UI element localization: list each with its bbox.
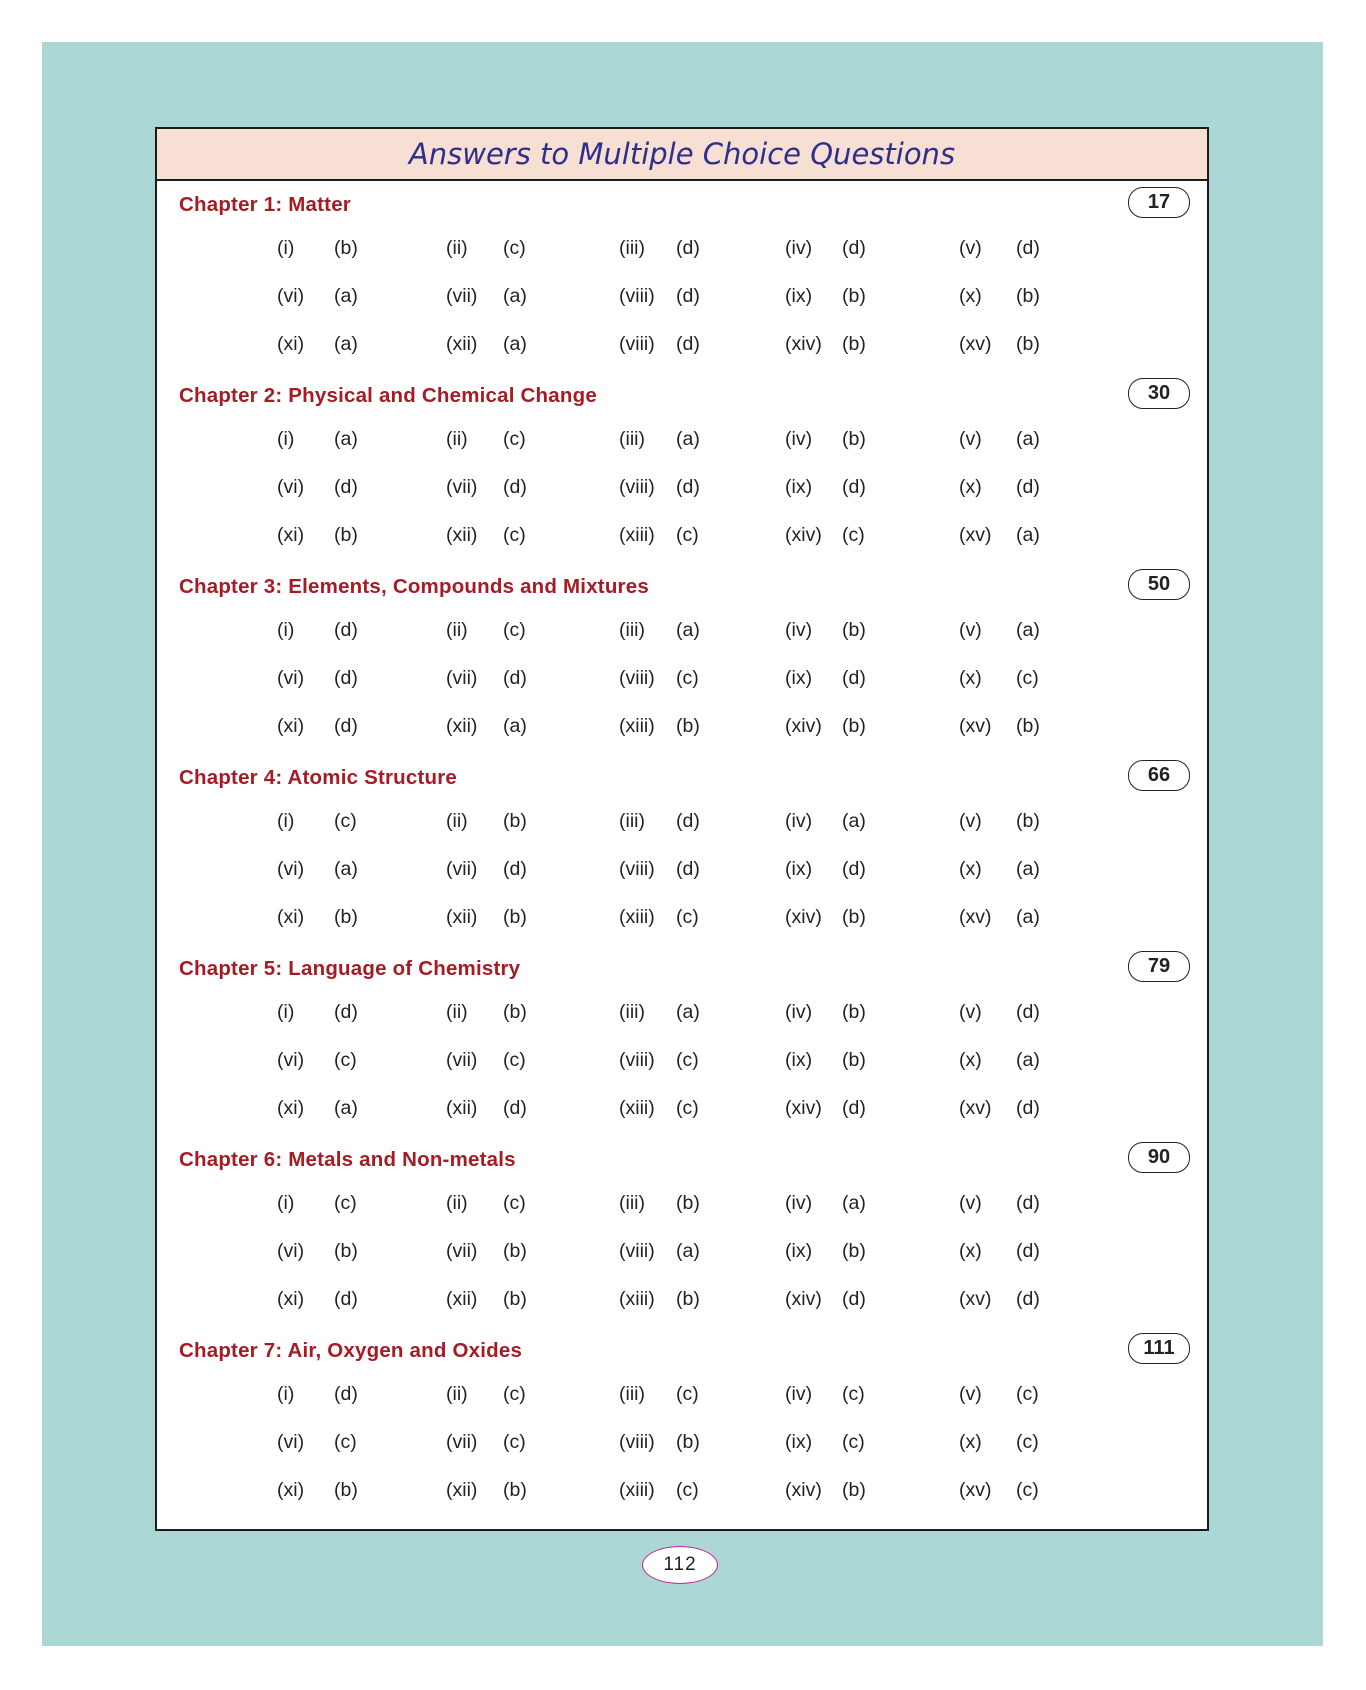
- answer-option: (c): [334, 1192, 357, 1214]
- answer-option: (a): [842, 1192, 866, 1214]
- question-number: (x): [959, 858, 982, 880]
- answer-option: (a): [1016, 858, 1040, 880]
- question-number: (xii): [446, 333, 478, 355]
- question-number: (vii): [446, 667, 478, 689]
- answer-option: (a): [334, 333, 358, 355]
- question-number: (viii): [619, 667, 655, 689]
- chapter-page-badge: 90: [1128, 1142, 1190, 1173]
- answer-option: (d): [676, 333, 700, 355]
- question-number: (xv): [959, 1288, 992, 1310]
- question-number: (xi): [277, 1288, 305, 1310]
- question-number: (xii): [446, 715, 478, 737]
- answer-option: (d): [334, 476, 358, 498]
- answer-row: [157, 1049, 1207, 1079]
- question-number: (ix): [785, 285, 813, 307]
- answer-row: [157, 333, 1207, 363]
- chapter-page-badge: 17: [1128, 187, 1190, 218]
- answer-option: (b): [842, 1240, 866, 1262]
- question-number: (ii): [446, 1001, 468, 1023]
- question-number: (xi): [277, 715, 305, 737]
- question-number: (xv): [959, 333, 992, 355]
- answer-row: [157, 1431, 1207, 1461]
- chapter-section: [157, 1327, 1207, 1518]
- answer-option: (c): [842, 1383, 865, 1405]
- question-number: (xiii): [619, 1479, 655, 1501]
- question-number: (iv): [785, 619, 813, 641]
- answer-option: (d): [676, 237, 700, 259]
- answer-option: (c): [1016, 667, 1039, 689]
- answer-option: (c): [1016, 1431, 1039, 1453]
- chapter-section: [157, 754, 1207, 945]
- chapter-page-badge: 66: [1128, 760, 1190, 791]
- answer-option: (b): [503, 1240, 527, 1262]
- answer-option: (a): [1016, 1049, 1040, 1071]
- question-number: (iii): [619, 1383, 645, 1405]
- question-number: (xiv): [785, 715, 822, 737]
- chapter-page-badge: 50: [1128, 569, 1190, 600]
- question-number: (xv): [959, 715, 992, 737]
- answer-option: (a): [676, 428, 700, 450]
- answer-option: (d): [676, 858, 700, 880]
- question-number: (vi): [277, 1431, 305, 1453]
- answer-option: (a): [334, 428, 358, 450]
- answer-row: [157, 667, 1207, 697]
- question-number: (xi): [277, 906, 305, 928]
- question-number: (x): [959, 1049, 982, 1071]
- answer-option: (c): [1016, 1383, 1039, 1405]
- answer-option: (b): [1016, 715, 1040, 737]
- answer-option: (d): [334, 715, 358, 737]
- question-number: (i): [277, 237, 295, 259]
- chapter-list: [157, 181, 1207, 1518]
- answer-option: (d): [503, 858, 527, 880]
- answer-row: [157, 810, 1207, 840]
- question-number: (ix): [785, 1240, 813, 1262]
- question-number: (xiv): [785, 1097, 822, 1119]
- answer-option: (c): [676, 524, 699, 546]
- answer-option: (b): [334, 1240, 358, 1262]
- chapter-page-badge: 111: [1128, 1333, 1190, 1364]
- answer-option: (d): [842, 858, 866, 880]
- answer-option: (b): [842, 333, 866, 355]
- question-number: (xii): [446, 906, 478, 928]
- answer-option: (b): [842, 428, 866, 450]
- answer-row: [157, 476, 1207, 506]
- chapter-section: [157, 372, 1207, 563]
- chapter-section: [157, 563, 1207, 754]
- answer-panel: [155, 127, 1209, 1531]
- question-number: (ix): [785, 1431, 813, 1453]
- question-number: (xi): [277, 1097, 305, 1119]
- answer-option: (b): [503, 1288, 527, 1310]
- answer-option: (a): [676, 1240, 700, 1262]
- answer-row: [157, 524, 1207, 554]
- question-number: (i): [277, 428, 295, 450]
- question-number: (v): [959, 619, 982, 641]
- answer-option: (c): [503, 524, 526, 546]
- answer-option: (d): [1016, 1288, 1040, 1310]
- answer-option: (b): [1016, 333, 1040, 355]
- question-number: (xiv): [785, 333, 822, 355]
- answer-option: (d): [842, 476, 866, 498]
- question-number: (x): [959, 285, 982, 307]
- question-number: (xii): [446, 1097, 478, 1119]
- answer-option: (b): [334, 1479, 358, 1501]
- chapter-page-badge: 30: [1128, 378, 1190, 409]
- question-number: (ii): [446, 1383, 468, 1405]
- answer-option: (c): [842, 524, 865, 546]
- chapter-section: [157, 945, 1207, 1136]
- chapter-title: Chapter 3: Elements, Compounds and Mixtures: [179, 575, 649, 598]
- question-number: (vii): [446, 858, 478, 880]
- answer-row: [157, 1288, 1207, 1318]
- question-number: (x): [959, 476, 982, 498]
- chapter-title: Chapter 2: Physical and Chemical Change: [179, 384, 597, 407]
- answer-option: (b): [334, 524, 358, 546]
- question-number: (i): [277, 1383, 295, 1405]
- question-number: (x): [959, 1240, 982, 1262]
- chapter-title: Chapter 5: Language of Chemistry: [179, 957, 521, 980]
- answer-option: (b): [842, 619, 866, 641]
- question-number: (xiii): [619, 1097, 655, 1119]
- answer-option: (b): [503, 810, 527, 832]
- answer-option: (d): [503, 476, 527, 498]
- question-number: (iii): [619, 810, 645, 832]
- question-number: (ix): [785, 1049, 813, 1071]
- question-number: (xi): [277, 524, 305, 546]
- question-number: (iii): [619, 428, 645, 450]
- question-number: (iii): [619, 237, 645, 259]
- answer-option: (a): [334, 285, 358, 307]
- answer-option: (c): [503, 1431, 526, 1453]
- question-number: (xiv): [785, 906, 822, 928]
- question-number: (vi): [277, 285, 305, 307]
- chapter-title: Chapter 4: Atomic Structure: [179, 766, 458, 789]
- question-number: (v): [959, 810, 982, 832]
- question-number: (viii): [619, 1049, 655, 1071]
- question-number: (vi): [277, 476, 305, 498]
- answer-option: (b): [334, 906, 358, 928]
- answer-row: [157, 1479, 1207, 1509]
- answer-option: (c): [503, 619, 526, 641]
- question-number: (xiii): [619, 524, 655, 546]
- question-number: (viii): [619, 476, 655, 498]
- answer-option: (b): [842, 1479, 866, 1501]
- question-number: (ii): [446, 810, 468, 832]
- answer-option: (c): [676, 667, 699, 689]
- answer-option: (d): [1016, 1240, 1040, 1262]
- question-number: (viii): [619, 333, 655, 355]
- answer-option: (a): [676, 619, 700, 641]
- answer-option: (d): [842, 1288, 866, 1310]
- question-number: (vi): [277, 1240, 305, 1262]
- question-number: (v): [959, 1192, 982, 1214]
- answer-option: (a): [503, 285, 527, 307]
- answer-row: [157, 1192, 1207, 1222]
- question-number: (xiv): [785, 524, 822, 546]
- answer-option: (b): [676, 715, 700, 737]
- answer-row: [157, 285, 1207, 315]
- question-number: (viii): [619, 858, 655, 880]
- chapter-title: Chapter 7: Air, Oxygen and Oxides: [179, 1339, 523, 1362]
- question-number: (ii): [446, 237, 468, 259]
- answer-option: (d): [1016, 1192, 1040, 1214]
- answer-option: (c): [334, 1431, 357, 1453]
- question-number: (vii): [446, 1240, 478, 1262]
- answer-row: [157, 906, 1207, 936]
- answer-option: (d): [503, 667, 527, 689]
- question-number: (vii): [446, 476, 478, 498]
- answer-option: (d): [842, 1097, 866, 1119]
- question-number: (iii): [619, 1001, 645, 1023]
- answer-option: (c): [503, 1383, 526, 1405]
- chapter-section: [157, 1136, 1207, 1327]
- answer-option: (a): [1016, 524, 1040, 546]
- answer-option: (a): [676, 1001, 700, 1023]
- answer-option: (d): [842, 237, 866, 259]
- answer-option: (a): [842, 810, 866, 832]
- answer-option: (a): [1016, 428, 1040, 450]
- question-number: (v): [959, 1001, 982, 1023]
- answer-option: (b): [842, 285, 866, 307]
- answer-option: (c): [503, 1192, 526, 1214]
- question-number: (iv): [785, 1383, 813, 1405]
- question-number: (iii): [619, 619, 645, 641]
- question-number: (i): [277, 1001, 295, 1023]
- answer-option: (d): [334, 1383, 358, 1405]
- answer-option: (d): [334, 667, 358, 689]
- answer-option: (c): [503, 1049, 526, 1071]
- question-number: (iv): [785, 237, 813, 259]
- question-number: (vii): [446, 1049, 478, 1071]
- question-number: (xiii): [619, 715, 655, 737]
- question-number: (ii): [446, 1192, 468, 1214]
- question-number: (vi): [277, 1049, 305, 1071]
- question-number: (ii): [446, 619, 468, 641]
- question-number: (xii): [446, 1479, 478, 1501]
- answer-option: (b): [842, 1001, 866, 1023]
- answer-option: (b): [1016, 285, 1040, 307]
- question-number: (x): [959, 1431, 982, 1453]
- answer-row: [157, 715, 1207, 745]
- chapter-page-badge: 79: [1128, 951, 1190, 982]
- answer-option: (c): [676, 1097, 699, 1119]
- question-number: (xiv): [785, 1288, 822, 1310]
- answer-option: (d): [676, 476, 700, 498]
- question-number: (viii): [619, 1240, 655, 1262]
- question-number: (v): [959, 428, 982, 450]
- question-number: (xi): [277, 333, 305, 355]
- answer-option: (c): [1016, 1479, 1039, 1501]
- question-number: (xiii): [619, 906, 655, 928]
- answer-option: (b): [503, 906, 527, 928]
- answer-option: (c): [503, 428, 526, 450]
- question-number: (iv): [785, 810, 813, 832]
- question-number: (xv): [959, 1479, 992, 1501]
- answer-row: [157, 619, 1207, 649]
- answer-row: [157, 1097, 1207, 1127]
- answer-option: (b): [334, 237, 358, 259]
- answer-option: (b): [1016, 810, 1040, 832]
- answer-option: (a): [1016, 619, 1040, 641]
- answer-option: (d): [676, 285, 700, 307]
- question-number: (ix): [785, 476, 813, 498]
- question-number: (v): [959, 237, 982, 259]
- answer-option: (b): [842, 906, 866, 928]
- question-number: (xiv): [785, 1479, 822, 1501]
- answer-option: (d): [676, 810, 700, 832]
- answer-row: [157, 1001, 1207, 1031]
- answer-option: (a): [503, 333, 527, 355]
- question-number: (xi): [277, 1479, 305, 1501]
- answer-option: (d): [334, 1001, 358, 1023]
- answer-option: (c): [676, 1049, 699, 1071]
- answer-row: [157, 237, 1207, 267]
- answer-option: (b): [503, 1479, 527, 1501]
- answer-option: (b): [676, 1192, 700, 1214]
- question-number: (viii): [619, 285, 655, 307]
- question-number: (ix): [785, 667, 813, 689]
- answer-option: (b): [842, 1049, 866, 1071]
- answer-option: (d): [334, 1288, 358, 1310]
- answer-option: (d): [1016, 476, 1040, 498]
- question-number: (iv): [785, 428, 813, 450]
- answer-option: (c): [676, 1383, 699, 1405]
- question-number: (x): [959, 667, 982, 689]
- answer-option: (d): [334, 619, 358, 641]
- question-number: (xv): [959, 1097, 992, 1119]
- answer-row: [157, 1240, 1207, 1270]
- question-number: (i): [277, 1192, 295, 1214]
- question-number: (iv): [785, 1001, 813, 1023]
- question-number: (viii): [619, 1431, 655, 1453]
- question-number: (xv): [959, 524, 992, 546]
- question-number: (vii): [446, 285, 478, 307]
- page-title: Answers to Multiple Choice Questions: [157, 129, 1207, 181]
- answer-option: (c): [503, 237, 526, 259]
- question-number: (vi): [277, 667, 305, 689]
- answer-option: (b): [503, 1001, 527, 1023]
- question-number: (i): [277, 810, 295, 832]
- question-number: (xii): [446, 1288, 478, 1310]
- answer-option: (c): [842, 1431, 865, 1453]
- answer-row: [157, 1383, 1207, 1413]
- question-number: (vi): [277, 858, 305, 880]
- question-number: (i): [277, 619, 295, 641]
- question-number: (ix): [785, 858, 813, 880]
- chapter-title: Chapter 6: Metals and Non-metals: [179, 1148, 516, 1171]
- question-number: (vii): [446, 1431, 478, 1453]
- question-number: (iii): [619, 1192, 645, 1214]
- answer-option: (c): [334, 810, 357, 832]
- answer-option: (b): [676, 1431, 700, 1453]
- page-number: 112: [642, 1546, 718, 1584]
- answer-row: [157, 858, 1207, 888]
- question-number: (xiii): [619, 1288, 655, 1310]
- answer-option: (d): [503, 1097, 527, 1119]
- question-number: (xii): [446, 524, 478, 546]
- answer-option: (a): [334, 1097, 358, 1119]
- answer-row: [157, 428, 1207, 458]
- question-number: (ii): [446, 428, 468, 450]
- answer-option: (b): [676, 1288, 700, 1310]
- answer-option: (b): [842, 715, 866, 737]
- answer-option: (c): [334, 1049, 357, 1071]
- answer-option: (a): [334, 858, 358, 880]
- question-number: (xv): [959, 906, 992, 928]
- question-number: (iv): [785, 1192, 813, 1214]
- answer-option: (d): [1016, 1001, 1040, 1023]
- chapter-title: Chapter 1: Matter: [179, 193, 351, 216]
- question-number: (v): [959, 1383, 982, 1405]
- answer-option: (a): [503, 715, 527, 737]
- answer-option: (c): [676, 1479, 699, 1501]
- answer-option: (a): [1016, 906, 1040, 928]
- answer-option: (c): [676, 906, 699, 928]
- answer-option: (d): [1016, 1097, 1040, 1119]
- answer-option: (d): [1016, 237, 1040, 259]
- answer-option: (d): [842, 667, 866, 689]
- chapter-section: [157, 181, 1207, 372]
